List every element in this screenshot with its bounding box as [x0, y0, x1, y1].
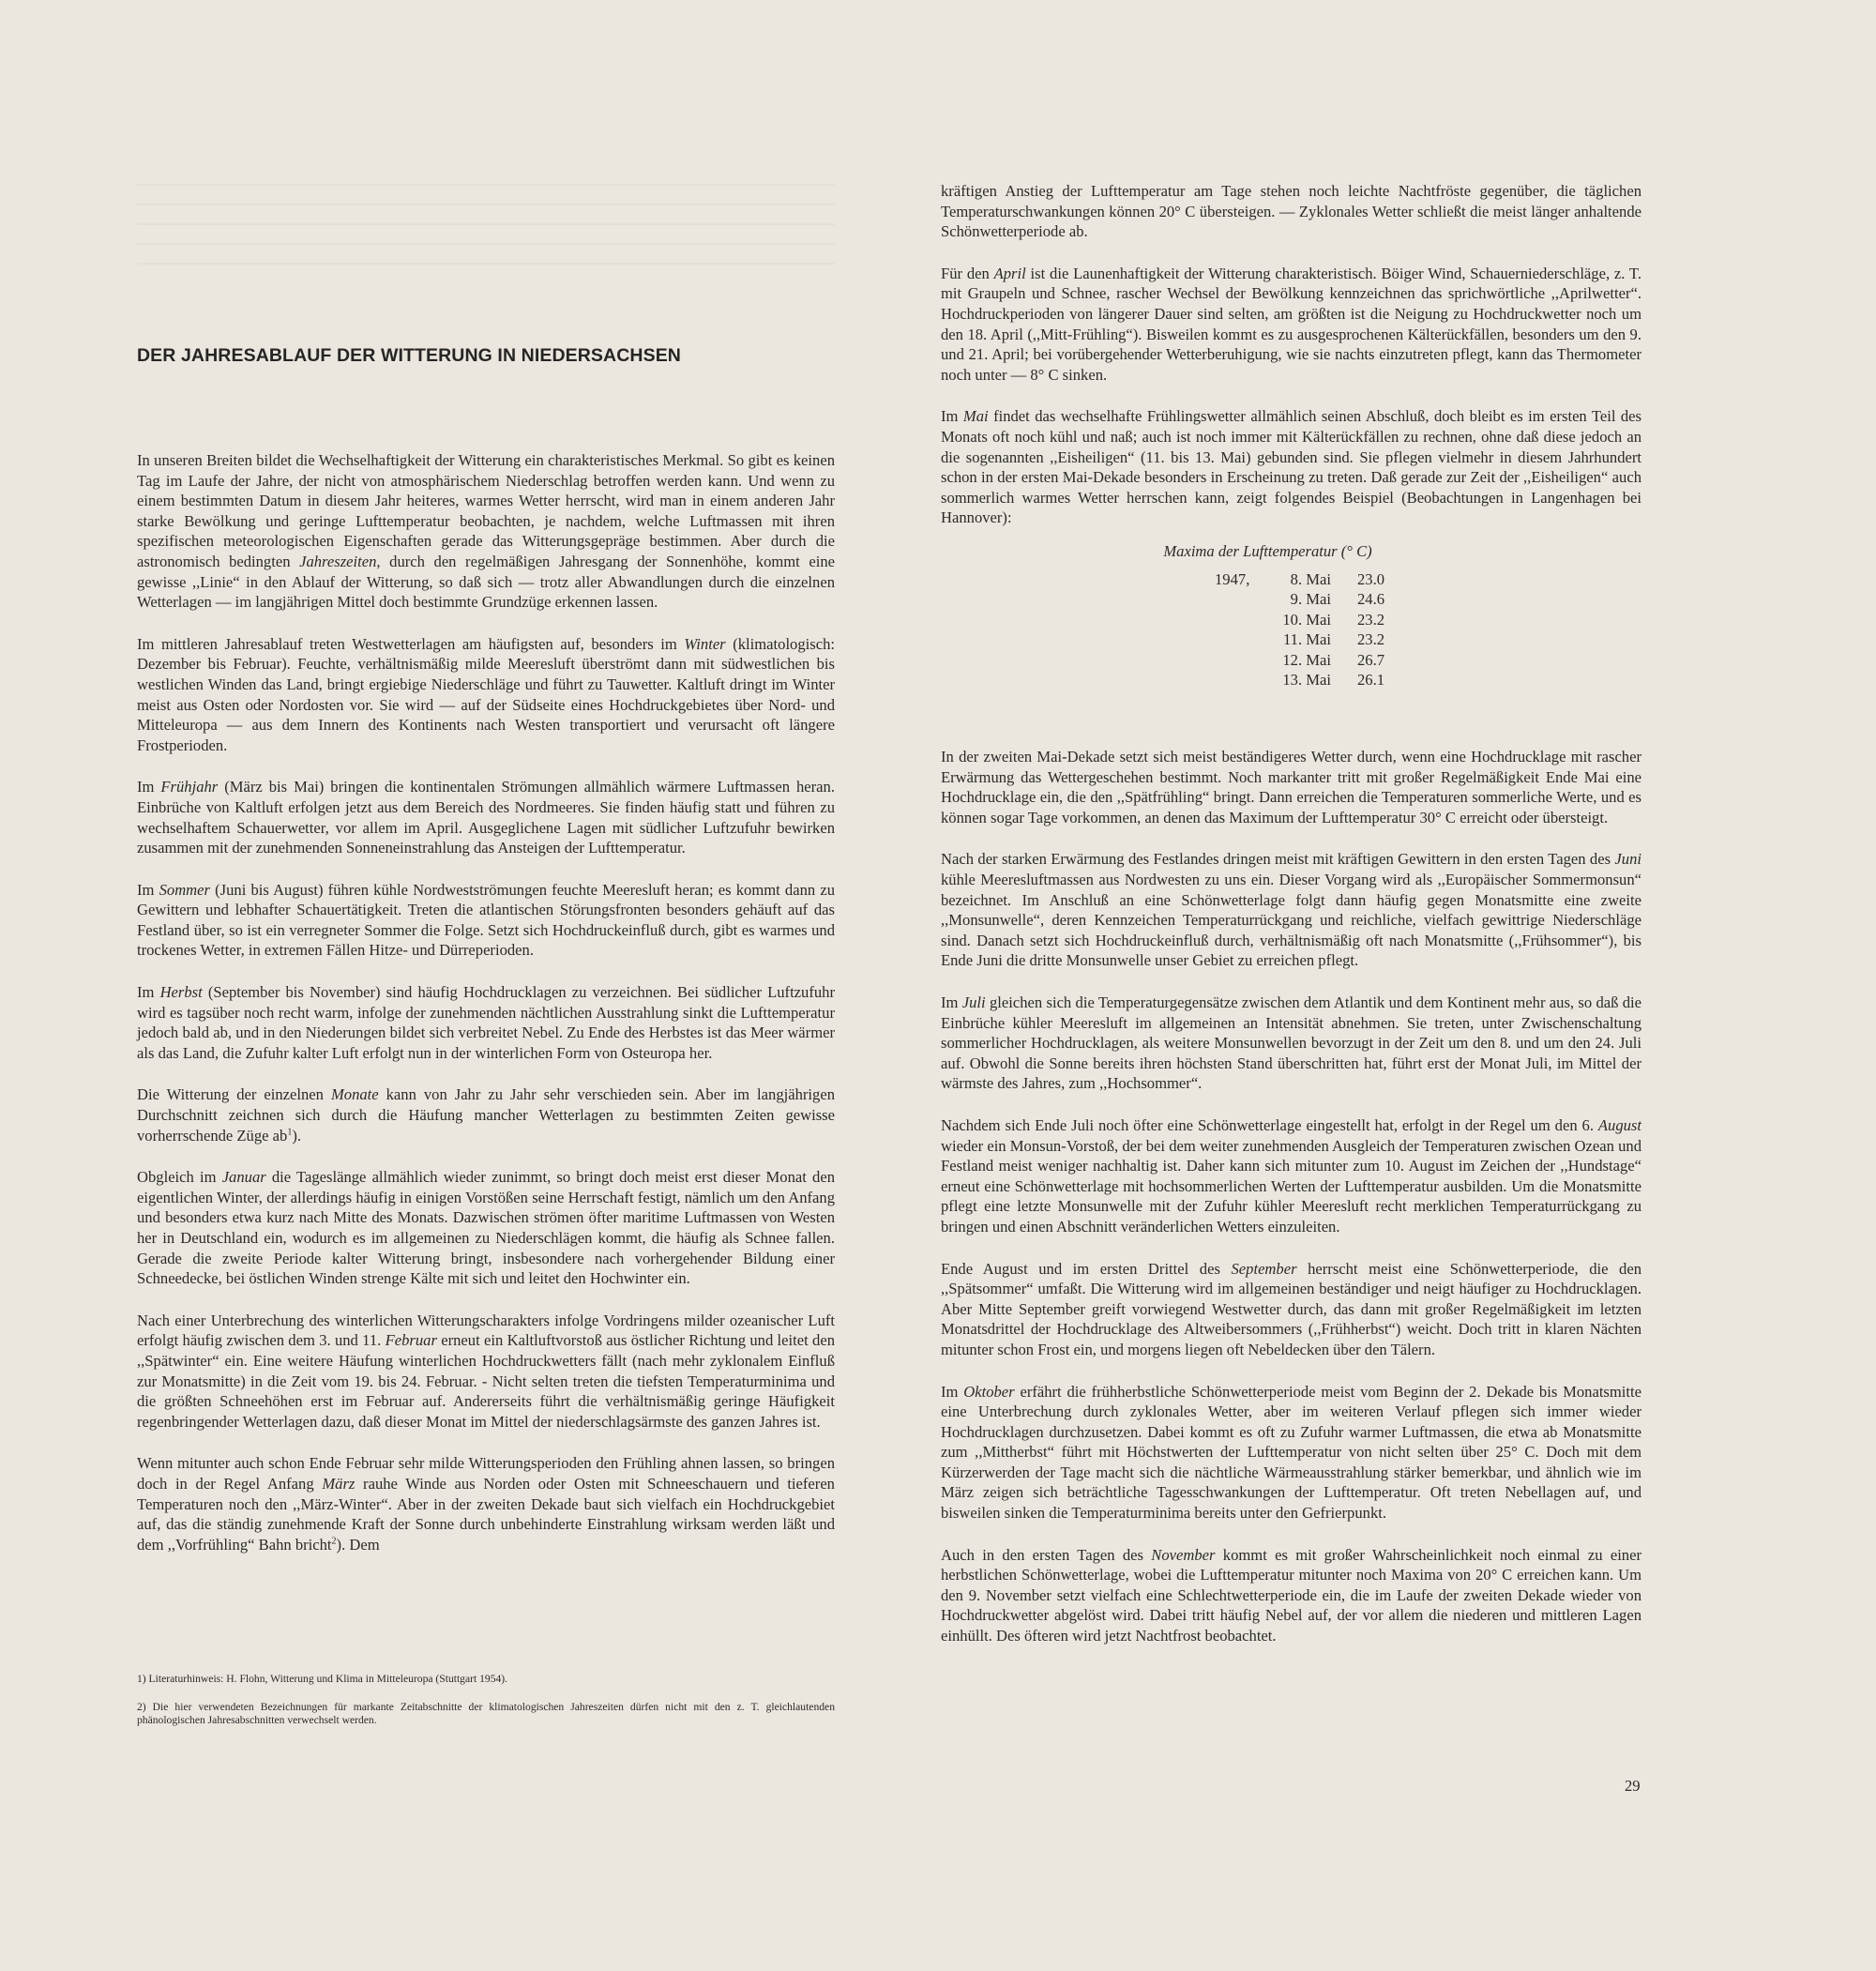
paragraph-herbst: Im Herbst (September bis November) sind häufig Hochdrucklagen zu verzeichnen. Bei südlicher Luftzufuhr wird es tagsüber noch recht warm, infolge der zunehmenden nächtlichen Ausstrahlung sinkt die Lufttemperatur jedoch bald ab, und in den Niederungen bildet sich verbreitet Nebel. Zu Ende des Herbstes ist das Meer wärmer als das Land, die Zufuhr kalter Luft erfolgt nun in der winterlichen Form von Osteuropa her. [137, 983, 835, 1062]
footnote-ref-2: 2 [331, 1536, 337, 1547]
paragraph-september: Ende August und im ersten Drittel des September herrscht meist eine Schönwetterperiode, die den ,,Spätsommer“ umfaßt. Die Witterung wird im allgemeinen beständiger und neigt häufiger zu Hochdrucklagen. Aber Mitte September greift vorwiegend Westwetter durch, das dann mit großer Regelmäßigkeit im letzten Monatsdrittel der Hochdrucklage des Altweibersommers (,,Frühherbst“) weicht. Doch tritt in klaren Nächten mitunter schon Frost ein, und morgens liegen oft Nebeldecken über den Tälern. [941, 1259, 1642, 1358]
maxima-value: 23.0 [1357, 569, 1385, 588]
paragraph-monate: Die Witterung der einzelnen Monate kann von Jahr zu Jahr sehr verschieden sein. Aber im langjährigen Durchschnitt zeichnen sich durch die Häufung mancher Wetterlagen zu bestimmten Zeiten gewisse vorherrschende Züge $ab^1$). [137, 1085, 835, 1145]
left-column [137, 450, 835, 1576]
paragraph-maerz: Wenn mitunter auch schon Ende Februar sehr milde Witterungsperioden den Frühling ahnen lassen, so bringen doch in der Regel Anfang März rauhe Winde aus Norden oder Osten mit Schneeschauern und tieferen Temperaturen noch den ,,März-Winter“. Aber in der zweiten Dekade baut sich vielfach ein Hochdruckgebiet auf, das die ständig zunehmende Kraft der Sonne durch unbehinderte Einstrahlung wirksam werden läßt und dem ,,Vorfrühling“ Bahn bricht$^2$). Dem [137, 1454, 835, 1554]
paragraph-winter: Im mittleren Jahresablauf treten Westwetterlagen am häufigsten auf, besonders im Winter (klimatologisch: Dezember bis Februar). Feuchte, verhältnismäßig milde Meeresluft überströmt dann mit südwestlichen bis westlichen Winden das Land, bringt ergiebige Niederschläge und führt zu Tauwetter. Kaltluft dringt im Winter meist aus Osten oder Nordosten vor. Sie wird — auf der Südseite eines Hochdruckgebietes über Nord- und Mitteleuropa — aus dem Innern des Kontinents nach Westen transportiert und verursacht oft längere Frostperioden. [137, 634, 835, 754]
paragraph-juni: Nach der starken Erwärmung des Festlandes dringen meist mit kräftigen Gewittern in den ersten Tagen des Juni kühle Meeresluftmassen aus Nordwesten zu uns ein. Dieser Vorgang wird als ,,Europäischer Sommermonsun“ bezeichnet. Im Anschluß an eine Schönwetterlage folgt dann häufig gegen Monatsmitte eine zweite ,,Monsunwelle“, deren Kennzeichen Temperaturrückgang und reichliche, vielfach gewittrige Niederschläge sind. Danach setzt sich Hochdruckeinfluß durch, verhältnismäßig oft nach Monatsmitte (,,Frühsommer“), bis Ende Juni die dritte Monsunwelle unser Gebiet zu erreichen pflegt. [941, 850, 1642, 970]
maxima-year [1215, 610, 1260, 630]
maxima-year [1215, 670, 1260, 690]
paragraph-mai: Im Mai findet das wechselhafte Frühlingswetter allmählich seinen Abschluß, doch bleibt es im ersten Teil des Monats oft noch kühl und naß; auch ist noch immer mit Kälterückfällen zu rechnen, ohne daß diese jedoch an die sogenannten ,,Eisheiligen“ (11. bis 13. Mai) gebunden sind. Sie pflegen vielmehr in diesem Jahrhundert schon in der ersten Mai-Dekade besonders in Erscheinung zu treten. Daß gerade zur Zeit der ,,Eisheiligen“ auch sommerlich warmes Wetter herrschen kann, zeigt folgendes Beispiel (Beobachtungen in Langenhagen bei Hannover): [941, 407, 1642, 527]
maxima-row [1215, 610, 1384, 630]
maxima-row [1215, 569, 1384, 590]
maxima-year: 1947, [1215, 569, 1250, 588]
footnotes [137, 1673, 835, 1738]
paragraph-august: Nachdem sich Ende Juli noch öfter eine Schönwetterlage eingestellt hat, erfolgt in der Regel um den 6. August wieder ein Monsun-Vorstoß, der bei dem weiter zunehmenden Ausgleich der Temperaturen zwischen Ozean und Festland meist weniger nachhaltig ist. Daher kann sich mitunter zum 10. August im Zeichen der ,,Hundstage“ erneut eine Schönwetterlage mit hochsommerlichen Werten der Lufttemperatur ausbilden. Um die Monatsmitte pflegt eine letzte Monsunwelle mit der Zufuhr kühler Meeresluft recht merklichen Temperaturrückgang zu bringen und einen Abschnitt veränderlichen Wetters einzuleiten. [941, 1115, 1642, 1236]
paragraph-sommer: Im Sommer (Juni bis August) führen kühle Nordwestströmungen feuchte Meeresluft heran; es kommt dann zu Gewittern und lebhafter Schauertätigkeit. Treten die atlantischen Störungsfronten besonders gehäuft auf das Festland über, so ist ein verregneter Sommer die Folge. Setzt sich Hochdruckeinfluß durch, gibt es warmes und trockenes Wetter, in extremen Fällen Hitze- und Dürreperioden. [137, 880, 835, 960]
maxima-row [1215, 650, 1384, 671]
maxima-table [1215, 569, 1384, 691]
maxima-year [1215, 650, 1260, 671]
page-number: 29 [1625, 1777, 1641, 1795]
paragraph-februar: Nach einer Unterbrechung des winterlichen Witterungscharakters infolge Vordringens milder ozeanischer Luft erfolgt häufig zwischen dem 3. und 11. Februar erneut ein Kaltluftvorstoß aus östlicher Richtung und leitet den ,,Spätwinter“ ein. Eine weitere Häufung winterlichen Hochdruckwetters fällt (nach mehr zyklonalem Einfluß zur Monatsmitte) in die Zeit vom 19. bis 24. Februar. - Nicht selten treten die tiefsten Temperaturminima und die größten Schneehöhen erst im Februar auf. Andererseits führt die verhältnismäßig geringe Häufigkeit regenbringender Wetterlagen dazu, daß dieser Monat im Mittel der niederschlagsärmste des ganzen Jahres ist. [137, 1311, 835, 1431]
maxima-value: 26.7 [1357, 650, 1385, 669]
footnote-ref-1: 1 [287, 1127, 293, 1138]
paragraph-mai-dekade: In der zweiten Mai-Dekade setzt sich meist beständigeres Wetter durch, wenn eine Hochdrucklage mit rascher Erwärmung das Wettergeschehen bestimmt. Noch markanter tritt mit großer Regelmäßigkeit Ende Mai eine Hochdrucklage ein, die den ,,Spätfrühling“ bringt. Dann erreichen die Temperaturen sommerliche Werte, und es können sogar Tage vorkommen, an denen das Maximum der Lufttemperatur 30° C erreicht oder übersteigt. [941, 748, 1642, 826]
maxima-year [1215, 589, 1260, 610]
maxima-day: 8. Mai [1290, 569, 1331, 588]
paragraph-fruehjahr: Im Frühjahr (März bis Mai) bringen die kontinentalen Strömungen allmählich wärmere Luftmassen heran. Einbrüche von Kaltluft erfolgen jetzt aus dem Bereich des Nordmeeres. Sie finden häufig statt und führen zu wechselhaftem Schauerwetter, vor allem im April. Ausgeglichene Lagen mit südlicher Luftzufuhr bewirken zusammen mit der zunehmenden Sonneneinstrahlung das Ansteigen der Lufttemperatur. [137, 778, 835, 857]
maxima-row [1215, 629, 1384, 650]
page-title: DER JAHRESABLAUF DER WITTERUNG IN NIEDERSACHSEN [137, 345, 681, 366]
maxima-value: 23.2 [1357, 630, 1385, 649]
maxima-day: 11. Mai [1282, 630, 1331, 649]
right-column [941, 181, 1642, 1668]
maxima-year [1215, 629, 1260, 650]
paragraph-november: Auch in den ersten Tagen des November kommt es mit großer Wahrscheinlichkeit noch einmal zu einer herbstlichen Schönwetterlage, wobei die Lufttemperatur mitunter noch Maxima von 20° C erreichen kann. Um den 9. November setzt vielfach eine Schlechtwetterperiode ein, die im Laufe der zweiten Dekade wieder von Hochdruckwetter abgelöst wird. Dabei tritt häufig Nebel auf, der vor allem die niederen und mittleren Lagen einhüllt. Des öfteren wird jetzt Nachtfrost beobachtet. [941, 1545, 1642, 1645]
maxima-value: 23.2 [1357, 610, 1385, 629]
show-through-text [137, 184, 835, 273]
maxima-day: 12. Mai [1282, 650, 1331, 669]
maxima-caption: Maxima der Lufttemperatur (° C) [1163, 541, 1372, 560]
maxima-day: 9. Mai [1290, 590, 1331, 609]
maxima-table-block [941, 541, 1642, 690]
paragraph-april: Für den April ist die Launenhaftigkeit der Witterung charakteristisch. Böiger Wind, Schauerniederschläge, z. T. mit Graupeln und Schnee, rascher Wechsel der Bewölkung kennzeichnen das sprichwörtliche ,,Aprilwetter“. Hochdruckperioden von längerer Dauer sind selten, am größten ist die Neigung zu Hochdruckwetter noch um den 18. April (,,Mitt-Frühling“). Bisweilen kommt es zu ausgesprochenen Kälterückfällen, besonders um den 9. und 21. April; bei vorübergehender Wetterberuhigung, wie sie nachts einzutreten pflegt, kann das Thermometer noch unter — 8° C sinken. [941, 264, 1642, 384]
paragraph-intro: In unseren Breiten bildet die Wechselhaftigkeit der Witterung ein charakteristisches Merkmal. So gibt es keinen Tag im Laufe der Jahre, der nicht von atmosphärischem Niederschlag betroffen werden kann. Und wenn zu einem bestimmten Datum in diesem Jahr heiteres, warmes Wetter herrscht, wird man in einem anderen Jahr starke Bewölkung und geringe Lufttemperatur beobachten, je nachdem, welche Luftmassen mit ihren spezifischen meteorologischen Eigenschaften gerade das Witterungsgepräge bestimmen. Aber durch die astronomisch bedingten Jahreszeiten, durch den regelmäßigen Jahresgang der Sonnenhöhe, kommt eine gewisse ,,Linie“ in den Ablauf der Witterung, so daß sich — trotz aller Abwandlungen durch die einzelnen Wetterlagen — im langjährigen Mittel doch bestimmte Grundzüge erkennen lassen. [137, 451, 836, 612]
maxima-day: 13. Mai [1282, 671, 1331, 690]
paragraph-continuation: kräftigen Anstieg der Lufttemperatur am Tage stehen noch leichte Nachtfröste gegenüber, die täglichen Temperaturschwankungen können 20° C übersteigen. — Zyklonales Wetter schließt die meist länger anhaltende Schönwetterperiode ab. [941, 182, 1642, 241]
paragraph-oktober: Im Oktober erfährt die frühherbstliche Schönwetterperiode meist vom Beginn der 2. Dekade bis Monatsmitte eine Unterbrechung durch zyklonales Wetter, aber im weiteren Verlauf pflegen sich immer wieder Hochdrucklagen durchzusetzen. Dabei kommt es oft zu Zufuhr warmer Luftmassen, die etwa ab Monatsmitte zum ,,Mittherbst“ führt mit Höchstwerten der Lufttemperatur von nicht selten über 25° C. Doch mit dem Kürzerwerden der Tage macht sich die nächtliche Wärmeausstrahlung stärker bemerkbar, und ähnlich wie im März zeigen sich beträchtliche Tagesschwankungen der Lufttemperatur. Oft treten Nebellagen auf, und bisweilen sinken die Temperaturminima bereits unter den Gefrierpunkt. [941, 1382, 1642, 1523]
paragraph-juli: Im Juli gleichen sich die Temperaturgegensätze zwischen dem Atlantik und dem Kontinent mehr aus, so daß die Einbrüche kühler Meeresluft im allgemeinen an Intensität abnehmen. Sie treten, unter Zwischenschaltung sommerlicher Hochdrucklagen, als weitere Monsunwellen bevorzugt in der Zeit um den 8. und um den 24. Juli auf. Obwohl die Sonne bereits ihren höchsten Stand überschritten hat, führt erst der Monat Juli, im Mittel der wärmste des Jahres, zum ,,Hochsommer“. [941, 993, 1642, 1093]
paragraph-januar: Obgleich im Januar die Tageslänge allmählich wieder zunimmt, so bringt doch meist erst dieser Monat den eigentlichen Winter, der allerdings häufig in einigen Vorstößen seine Herrschaft festigt, nämlich um den Anfang und besonders etwa kurz nach Mitte des Monats. Dazwischen strömen öfter maritime Luftmassen von Westen her in Deutschland ein, wodurch es im allgemeinen zu Niederschlägen kommt, die häufig als Schnee fallen. Gerade die zweite Periode kalter Witterung bringt, insbesondere nach vorhergehender Bildung einer Schneedecke, bei östlichen Winden strenge Kälte mit sich und leitet den Hochwinter ein. [137, 1168, 836, 1288]
maxima-value: 26.1 [1357, 671, 1385, 690]
footnote-2: 2) Die hier verwendeten Bezeichnungen für markante Zeitabschnitte der klimatologischen Jahreszeiten dürfen nicht mit den z. T. gleichlautenden phänologischen Jahresabschnitten verwechselt werden. [137, 1701, 835, 1726]
maxima-row [1215, 670, 1384, 690]
maxima-value: 24.6 [1357, 590, 1385, 609]
maxima-day: 10. Mai [1282, 610, 1331, 629]
maxima-row [1215, 589, 1384, 610]
footnote-1: 1) Literaturhinweis: H. Flohn, Witterung und Klima in Mitteleuropa (Stuttgart 1954). [137, 1673, 508, 1685]
